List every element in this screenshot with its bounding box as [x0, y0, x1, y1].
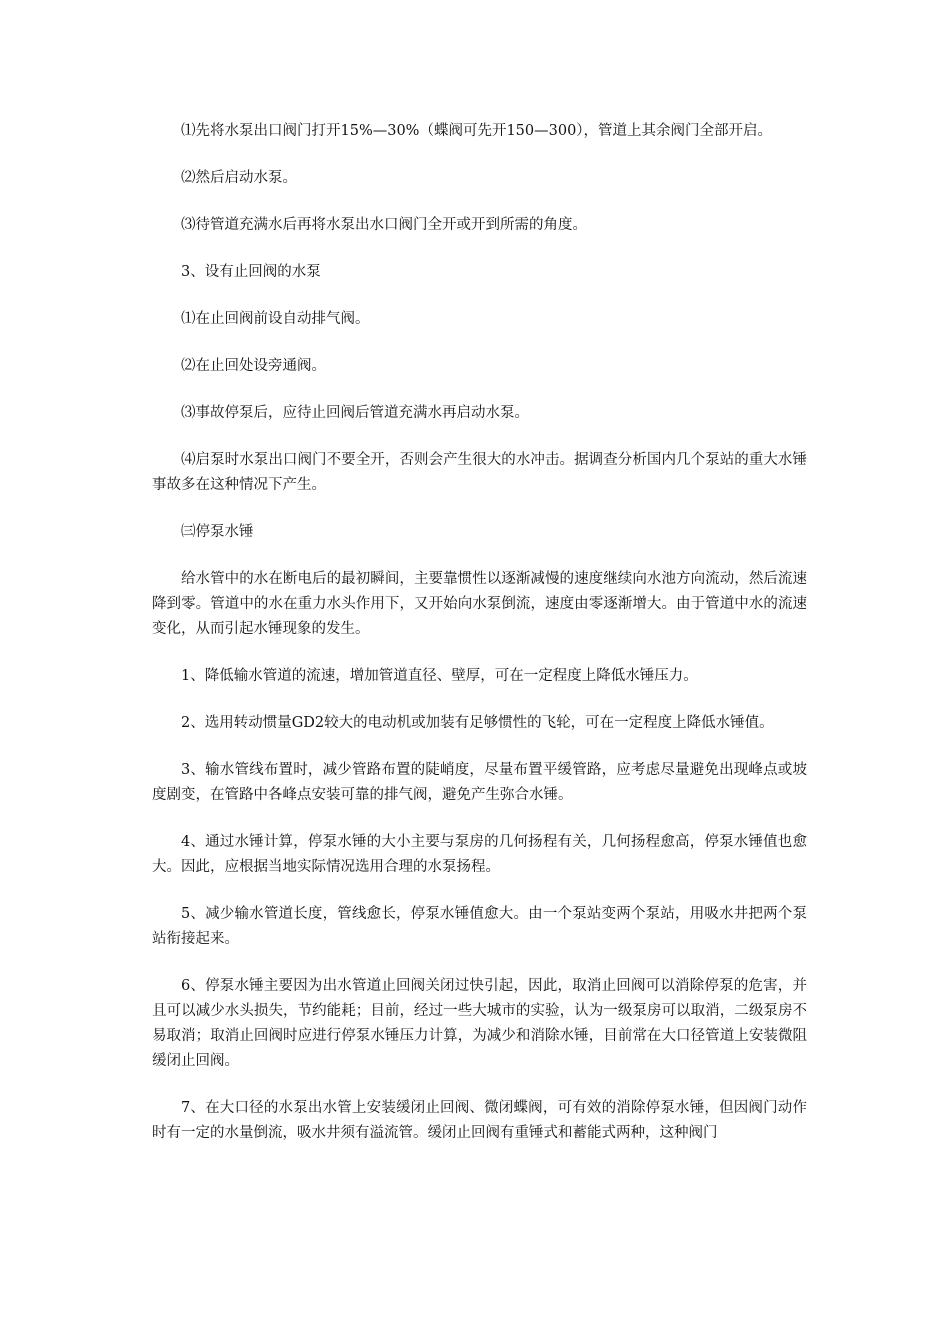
paragraph-12: 2、选用转动惯量GD2较大的电动机或加装有足够惯性的飞轮，可在一定程度上降低水锤值。	[181, 715, 774, 731]
paragraph-16: 6、停泵水锤主要因为出水管道止回阀关闭过快引起，因此，取消止回阀可以消除停泵的危害，并且可以减少水头损失，节约能耗；目前，经过一些大城市的实验，认为一级泵房可以取消，二级泵房不易取消；取消止回阀时应进行停泵水锤压力计算，为减少和消除水锤，目前常在大口径管道上安装微阻缓闭止回阀。	[152, 978, 807, 1069]
paragraph-6: ⑵在止回处设旁通阀。	[181, 358, 326, 374]
paragraph-5: ⑴在止回阀前设自动排气阀。	[181, 311, 370, 327]
paragraph-8: ⑷启泵时水泵出口阀门不要全开，否则会产生很大的水冲击。据调查分析国内几个泵站的重大水锤事故多在这种情况下产生。	[152, 452, 807, 493]
document-body	[152, 119, 807, 1168]
paragraph-7: ⑶事故停泵后，应待止回阀后管道充满水再启动水泵。	[181, 405, 529, 421]
paragraph-1: ⑴先将水泵出口阀门打开15%—30%（蝶阀可先开150—300），管道上其余阀门全部开启。	[181, 123, 773, 139]
paragraph-3: ⑶待管道充满水后再将水泵出水口阀门全开或开到所需的角度。	[181, 217, 587, 233]
paragraph-14: 4、通过水锤计算，停泵水锤的大小主要与泵房的几何扬程有关，几何扬程愈高，停泵水锤值也愈大。因此，应根据当地实际情况选用合理的水泵扬程。	[152, 834, 807, 875]
section-heading-pump-stop-water-hammer: ㈢停泵水锤	[181, 524, 254, 540]
paragraph-17: 7、在大口径的水泵出水管上安装缓闭止回阀、微闭蝶阀，可有效的消除停泵水锤，但因阀门动作时有一定的水量倒流，吸水井须有溢流管。缓闭止回阀有重锤式和蓄能式两种，这种阀门	[152, 1100, 807, 1141]
paragraph-2: ⑵然后启动水泵。	[181, 170, 297, 186]
paragraph-11: 1、降低输水管道的流速，增加管道直径、壁厚，可在一定程度上降低水锤压力。	[181, 668, 698, 684]
paragraph-10: 给水管中的水在断电后的最初瞬间，主要靠惯性以逐渐减慢的速度继续向水池方向流动，然后流速降到零。管道中的水在重力水头作用下，又开始向水泵倒流，速度由零逐渐增大。由于管道中水的流速变化，从而引起水锤现象的发生。	[152, 571, 807, 637]
paragraph-15: 5、减少输水管道长度，管线愈长，停泵水锤值愈大。由一个泵站变两个泵站，用吸水井把两个泵站衔接起来。	[152, 906, 807, 947]
section-heading-check-valve: 3、设有止回阀的水泵	[181, 264, 321, 280]
paragraph-13: 3、输水管线布置时，减少管路布置的陡峭度，尽量布置平缓管路，应考虑尽量避免出现峰点或坡度剧变，在管路中各峰点安装可靠的排气阀，避免产生弥合水锤。	[152, 762, 807, 803]
